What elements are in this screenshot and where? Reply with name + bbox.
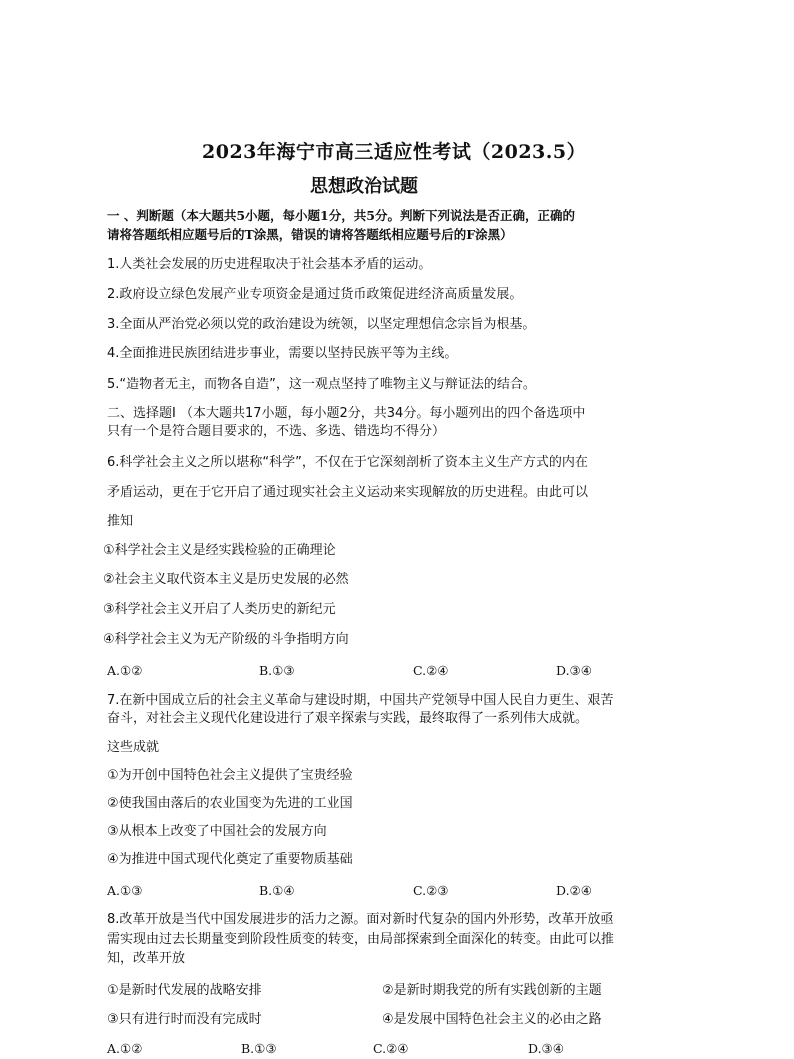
q6-option-b: B.①③ — [259, 663, 295, 678]
q7-stem-line3: 这些成就 — [107, 740, 160, 755]
judgment-item-3: 3.全面从严治党必须以党的政治建设为统领，以坚定理想信念宗旨为根基。 — [107, 317, 536, 332]
q8-stem-line3: 知，改革开放 — [107, 951, 186, 966]
q8-stem-line1: 8.改革开放是当代中国发展进步的活力之源。面对新时代复杂的国内外形势，改革开放亟 — [107, 912, 614, 927]
exam-title: 2023年海宁市高三适应性考试（2023.5） — [202, 141, 587, 163]
q7-statement-4: ④为推进中国式现代化奠定了重要物质基础 — [107, 852, 353, 867]
judgment-item-5: 5.“造物者无主，而物各自造”，这一观点坚持了唯物主义与辩证法的结合。 — [107, 377, 536, 392]
q6-option-d: D.③④ — [556, 663, 592, 678]
q6-statement-3: ③科学社会主义开启了人类历史的新纪元 — [103, 602, 336, 617]
q6-statement-2: ②社会主义取代资本主义是历史发展的必然 — [103, 572, 349, 587]
q6-option-a: A.①② — [107, 663, 143, 678]
q7-statement-3: ③从根本上改变了中国社会的发展方向 — [107, 824, 327, 839]
q6-stem-line1: 6.科学社会主义之所以堪称“科学”，不仅在于它深刻剖析了资本主义生产方式的内在 — [107, 455, 588, 470]
q8-option-b: B.①③ — [241, 1041, 277, 1056]
q7-statement-1: ①为开创中国特色社会主义提供了宝贵经验 — [107, 768, 353, 783]
q8-statement-1: ①是新时代发展的战略安排 — [107, 983, 262, 998]
q7-option-a: A.①③ — [107, 883, 143, 898]
q6-stem-line2: 矛盾运动，更在于它开启了通过现实社会主义运动来实现解放的历史进程。由此可以 — [107, 485, 589, 500]
q6-statement-4: ④科学社会主义为无产阶级的斗争指明方向 — [103, 632, 349, 647]
judgment-item-4: 4.全面推进民族团结进步事业，需要以坚持民族平等为主线。 — [107, 346, 458, 361]
judgment-item-2: 2.政府设立绿色发展产业专项资金是通过货币政策促进经济高质量发展。 — [107, 287, 523, 302]
subject-title: 思想政治试题 — [310, 176, 418, 197]
q8-option-a: A.①② — [107, 1041, 143, 1056]
q7-option-b: B.①④ — [259, 883, 295, 898]
section2-heading-line2: 只有一个是符合题目要求的，不选、多选、错选均不得分） — [107, 424, 446, 439]
section1-heading-line2: 请将答题纸相应题号后的T涂黑，错误的请将答题纸相应题号后的F涂黑） — [107, 227, 513, 242]
q7-stem-line1: 7.在新中国成立后的社会主义革命与建设时期，中国共产党领导中国人民自力更生、艰苦 — [107, 693, 614, 708]
section2-heading-line1: 二、选择题Ⅰ （本大题共17小题，每小题2分，共34分。每小题列出的四个备选项中 — [107, 406, 586, 421]
q7-option-d: D.②④ — [556, 883, 592, 898]
q8-statement-4: ④是发展中国特色社会主义的必由之路 — [382, 1012, 602, 1027]
q8-stem-line2: 需实现由过去长期量变到阶段性质变的转变，由局部探索到全面深化的转变。由此可以推 — [107, 932, 615, 947]
q6-option-c: C.②④ — [413, 663, 449, 678]
q8-statement-3: ③只有进行时而没有完成时 — [107, 1012, 262, 1027]
q7-stem-line2: 奋斗，对社会主义现代化建设进行了艰辛探索与实践，最终取得了一系列伟大成就。 — [107, 711, 589, 726]
q6-stem-line3: 推知 — [107, 514, 134, 529]
q8-option-c: C.②④ — [373, 1041, 409, 1056]
q8-statement-2: ②是新时期我党的所有实践创新的主题 — [382, 983, 602, 998]
q8-option-d: D.③④ — [528, 1041, 564, 1056]
q7-option-c: C.②③ — [413, 883, 449, 898]
section1-heading-line1: 一 、判断题（本大题共5小题，每小题1分，共5分。判断下列说法是否正确，正确的 — [107, 208, 575, 223]
judgment-item-1: 1.人类社会发展的历史进程取决于社会基本矛盾的运动。 — [107, 257, 432, 272]
q7-statement-2: ②使我国由落后的农业国变为先进的工业国 — [107, 796, 353, 811]
q6-statement-1: ①科学社会主义是经实践检验的正确理论 — [103, 543, 336, 558]
